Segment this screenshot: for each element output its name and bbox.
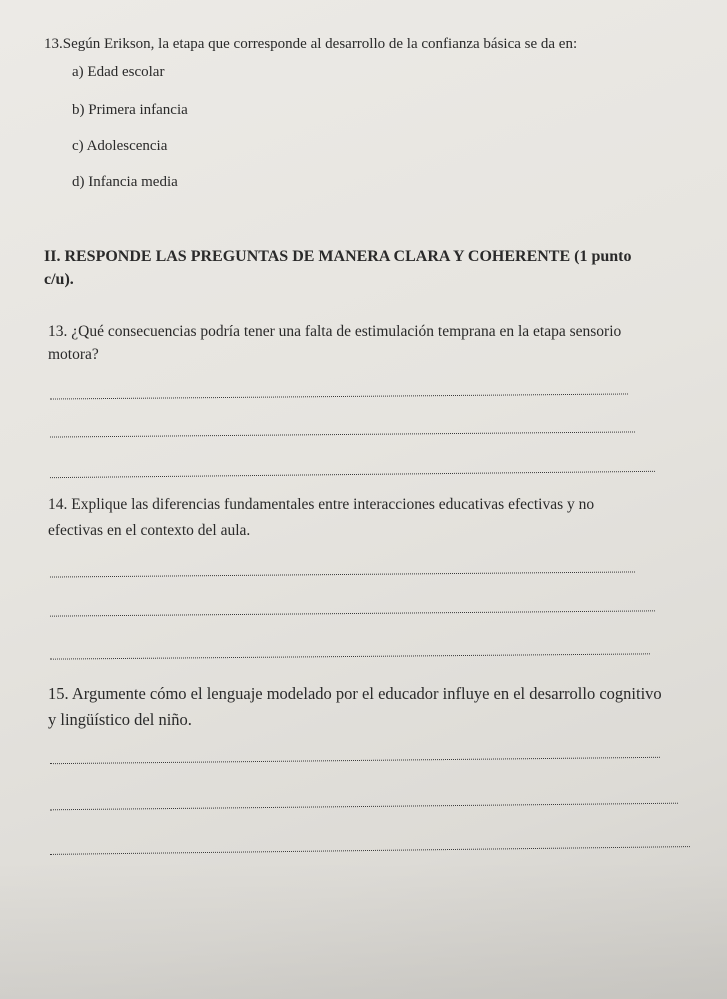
answer-line[interactable] [50, 653, 650, 659]
answer-line[interactable] [50, 571, 635, 577]
page-shadow [0, 860, 727, 999]
answer-line[interactable] [50, 757, 660, 764]
option-c: c) Adolescencia [72, 138, 168, 154]
option-b: b) Primera infancia [72, 102, 188, 118]
question-15-line2: y lingüístico del niño. [48, 710, 192, 729]
section-heading-line1: II. RESPONDE LAS PREGUNTAS DE MANERA CLARA Y COHERENTE (1 punto [44, 248, 632, 265]
answer-line[interactable] [50, 846, 690, 855]
answer-line[interactable] [50, 803, 678, 811]
question-14-line1: 14. Explique las diferencias fundamentales entre interacciones educativas efectivas y no [48, 496, 595, 513]
section-heading-line2: c/u). [44, 271, 74, 288]
answer-line[interactable] [50, 471, 655, 478]
answer-line[interactable] [50, 610, 655, 616]
question-13-stem: 13.Según Erikson, la etapa que corresponde al desarrollo de la confianza básica se da en: [44, 36, 578, 52]
question-13-open-line2: motora? [48, 346, 99, 363]
answer-line[interactable] [50, 393, 628, 399]
answer-line[interactable] [50, 431, 635, 437]
option-d: d) Infancia media [72, 174, 178, 190]
question-13-open-line1: 13. ¿Qué consecuencias podría tener una falta de estimulación temprana en la etapa sensorio [48, 323, 622, 340]
option-a: a) Edad escolar [72, 64, 165, 80]
question-15-line1: 15. Argumente cómo el lenguaje modelado por el educador influye en el desarrollo cognitivo [48, 684, 662, 703]
question-14-line2: efectivas en el contexto del aula. [48, 522, 251, 539]
